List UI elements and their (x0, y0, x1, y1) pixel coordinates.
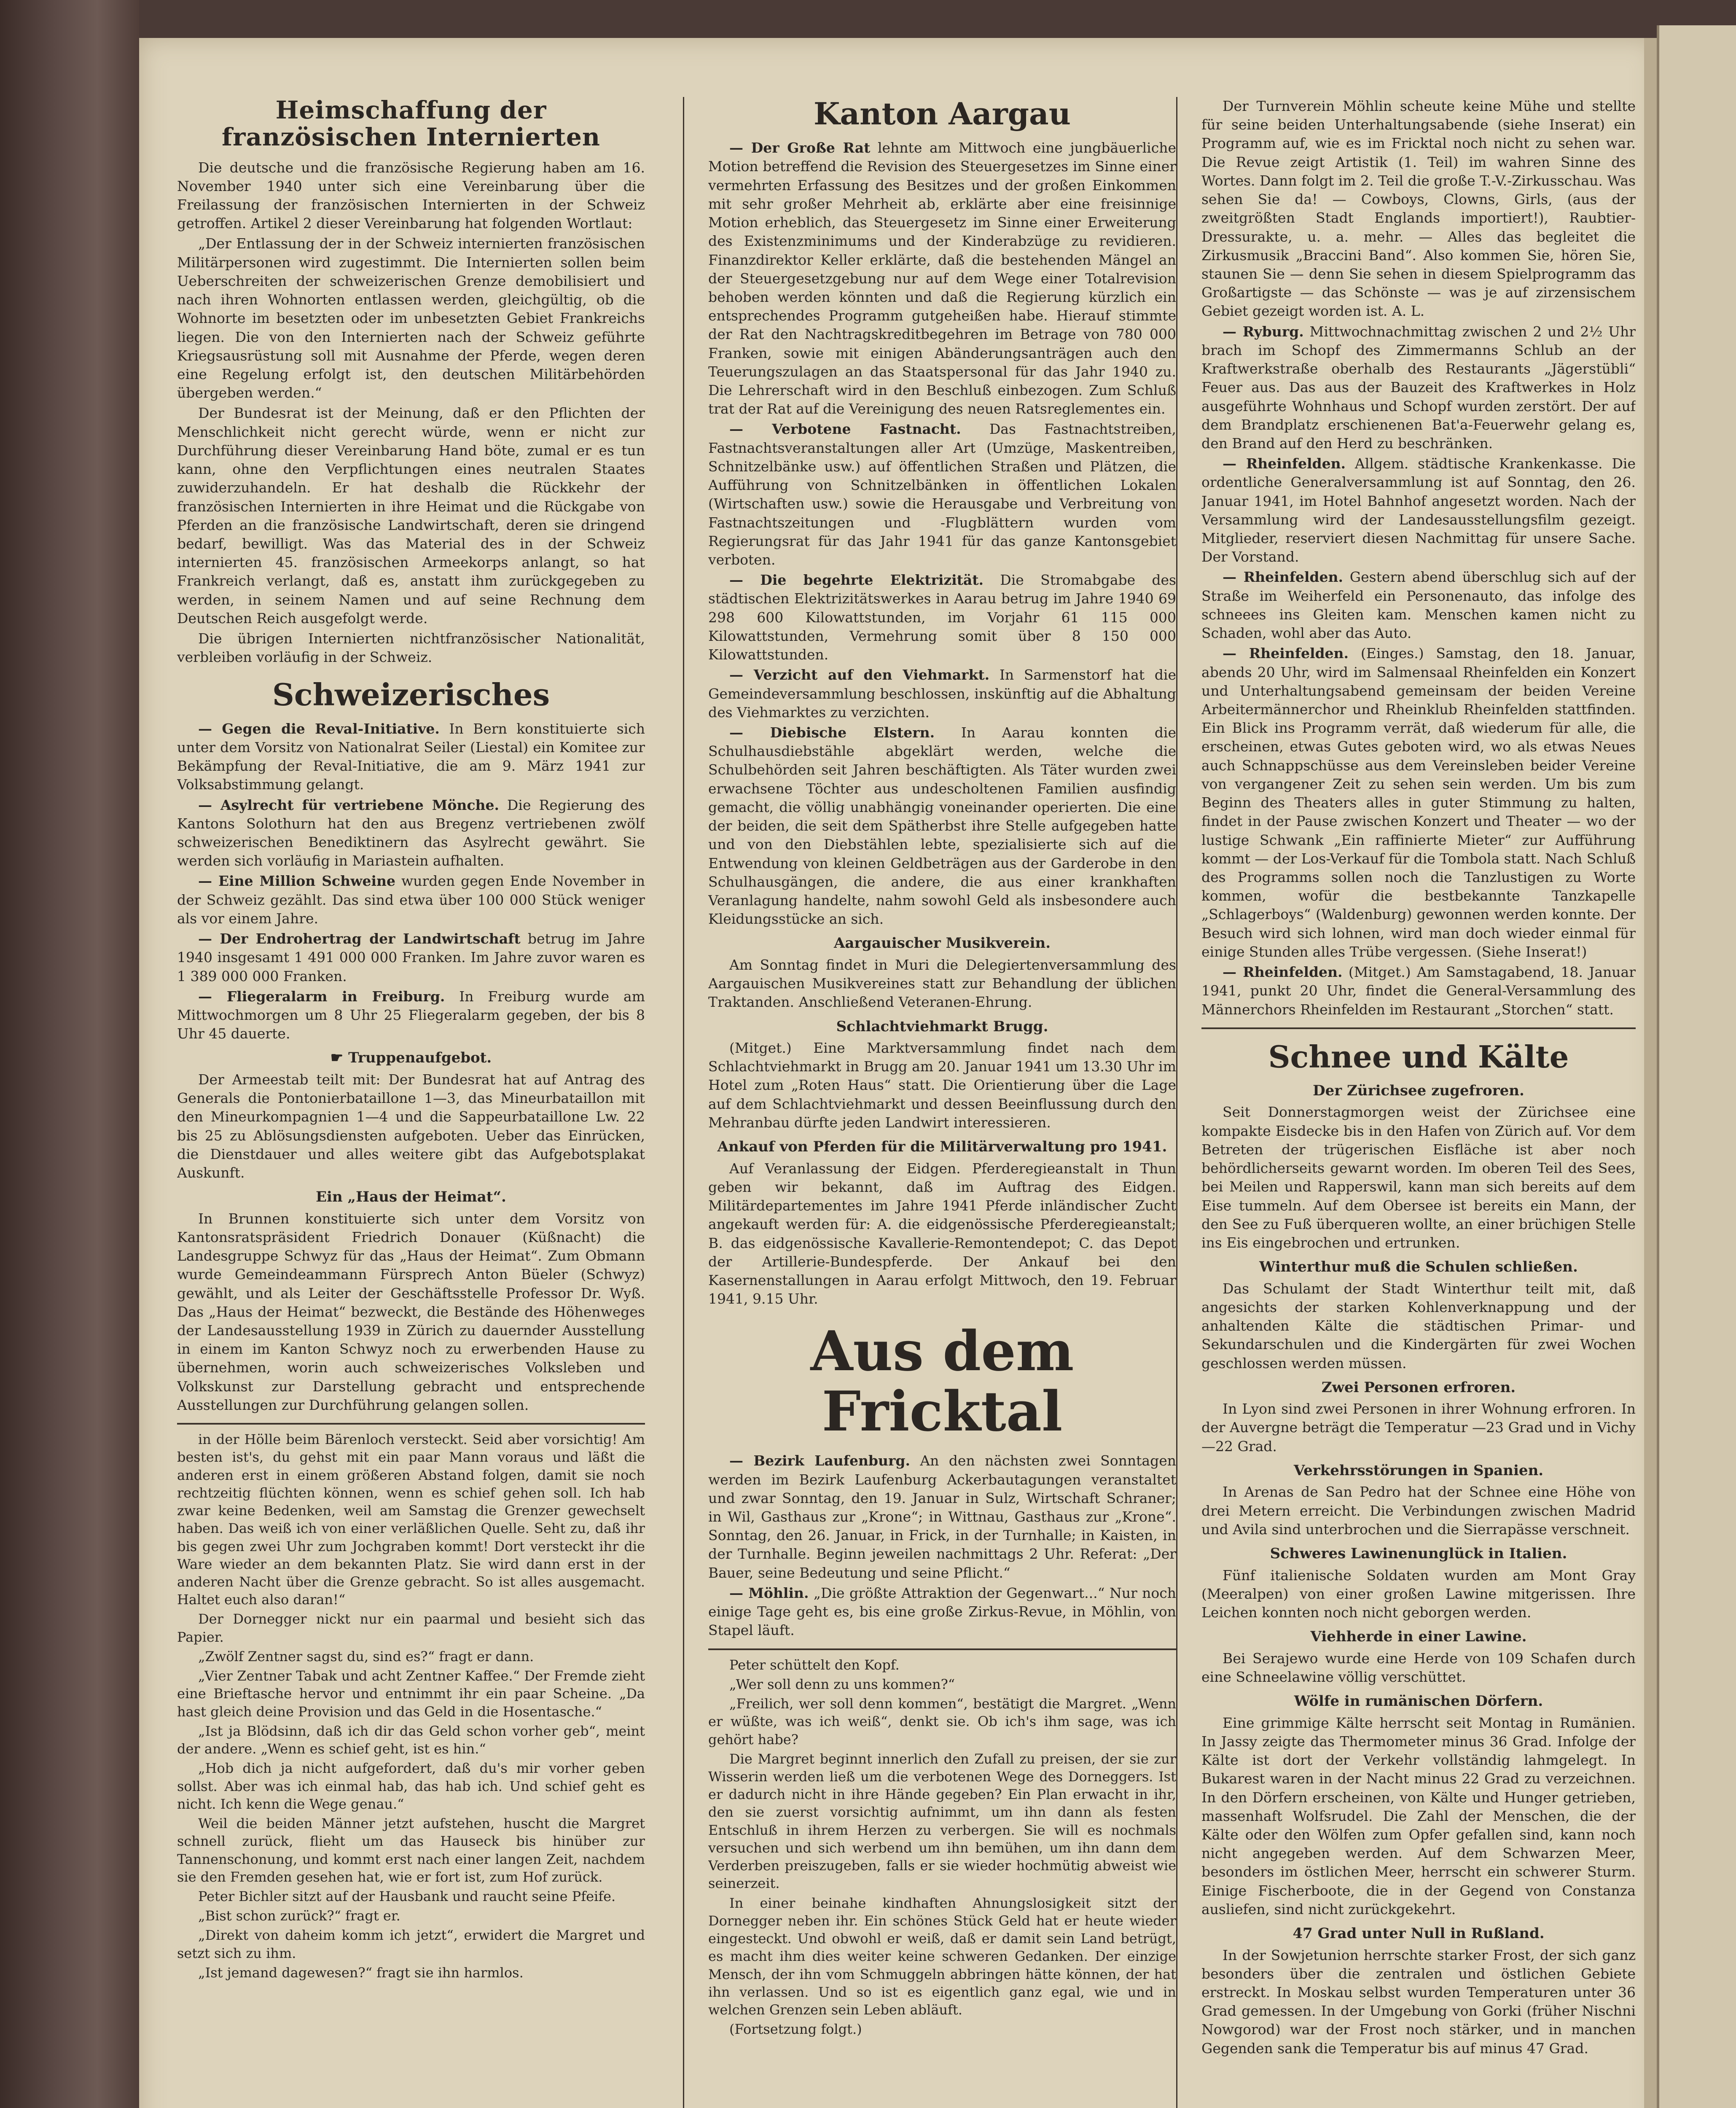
serial-story-part-1 (177, 1430, 645, 1982)
story-paragraph: (Fortsetzung folgt.) (729, 2021, 862, 2038)
news-item (708, 420, 1176, 569)
item-text: In Freiburg wurde am Mittwochmorgen um 8 Uhr 25 Fliegeralarm gegeben, der bis 8 Uhr 45 dauerte. (177, 988, 645, 1042)
story-paragraph: „Ist jemand dagewesen?“ fragt sie ihn harmlos. (198, 1964, 524, 1981)
snow-section-heading: 47 Grad unter Null in Rußland. (1293, 1925, 1545, 1942)
article-paragraph: Der Bundesrat ist der Meinung, daß er den Pflichten der Menschlichkeit nicht gerecht würde, wenn er nicht zur Durchführung dieser Vereinbarung Hand böte, zumal er es tun kann, ohne den Verpflichtungen eines neutralen Staates zuwiderzuhandeln. Er hat deshalb die Rückkehr der französischen Internierten in ihre Heimat und die Rückgabe von Pferden an die französische Landwirtschaft, deren sie dringend bedarf, bewilligt. Was das Material des in der Schweiz internierten 45. französischen Armeekorps anlangt, so hat Frankreich verlangt, daß es, anstatt ihm zurückgegeben zu werden, in seinem Namen und auf seine Rechnung dem Deutschen Reich ausgefolgt werde. (177, 405, 645, 626)
story-paragraph: Die Margret beginnt innerlich den Zufall zu preisen, der sie zur Wisserin werden ließ um die verbotenen Wege des Dorneggers. Ist er dadurch nicht in ihre Hände gegeben? Ein Plan erwacht in ihr, den sie zuerst vorsichtig aufnimmt, um ihn dann als festen Entschluß in ihrem Herzen zu verbergen. Sie will es nochmals versuchen und sich werbend um ihn bemühen, um ihn dann dem Verderben preiszugeben, falls er sie wieder hochmütig abweist wie seinerzeit. (708, 1750, 1176, 1892)
item-text: Die Regierung des Kantons Solothurn hat den aus Bregenz vertriebenen zwölf schweizerischen Benediktinern das Asylrecht gewährt. Sie werden sich vorläufig in Mariastein aufhalten. (177, 796, 645, 869)
item-text: wurden gegen Ende November in der Schweiz gezählt. Das sind etwa über 100 000 Stück weniger als vor einem Jahre. (177, 873, 645, 927)
news-item (177, 872, 645, 928)
column-1 (177, 97, 645, 2108)
news-items-aargau (708, 139, 1176, 928)
snow-section-heading: Verkehrsstörungen in Spanien. (1293, 1462, 1544, 1479)
story-paragraph: „Vier Zentner Tabak und acht Zentner Kaffee.“ Der Fremde zieht eine Brieftasche hervor und entnimmt ihr ein paar Scheine. „Da hast gleich deine Provision und das Geld in die Hosentasche.“ (177, 1668, 645, 1720)
news-item (1201, 644, 1636, 961)
headline-schnee-und-kaelte: Schnee und Kälte (1268, 1038, 1569, 1075)
story-paragraph: Peter Bichler sitzt auf der Hausbank und raucht seine Pfeife. (198, 1888, 616, 1904)
news-item (708, 139, 1176, 418)
item-text: In Sarmenstorf hat die Gemeindeversammlung beschlossen, inskünftig auf die Abhaltung des Viehmarktes zu verzichten. (708, 667, 1176, 721)
schlachtviehmarkt-heading: Schlachtviehmarkt Brugg. (836, 1018, 1048, 1035)
snow-section-text: Eine grimmige Kälte herrscht seit Montag in Rumänien. In Jassy zeigte das Thermometer minus 36 Grad. Infolge der Kälte ist dort der Verkehr vollständig lahmgelegt. In Bukarest waren in der Nacht minus 22 Grad zu verzeichnen. In den Dörfern erscheinen, von Kälte und Hunger getrieben, massenhaft Wolfsrudel. Die Zahl der Menschen, die der Kälte oder den Wölfen zum Opfer gefallen sind, kann noch nicht angegeben werden. Auf dem Schwarzen Meer, besonders im östlichen Meer, herrscht ein schwerer Sturm. Einige Fischerboote, die in der Gegend von Constanza ausliefen, sind nicht zurückgekehrt. (1201, 1714, 1636, 1917)
article-paragraph: Der Turnverein Möhlin scheute keine Mühe und stellte für seine beiden Unterhaltungsabende (siehe Inserat) ein Programm auf, wie es im Fricktal noch nicht zu sehen war. Die Revue zeigt Artistik (1. Teil) im wahren Sinne des Wortes. Dann folgt im 2. Teil die große T.-V.-Zirkusschau. Was sehen Sie da! — Cowboys, Clowns, Girls, (aus der zweitgrößten Stadt Englands importiert!), Raubtier-Dressurakte, u. a. mehr. — Alles das begleitet die Zirkusmusik „Braccini Band“. Also kommen Sie, hören Sie, staunen Sie — denn Sie sehen in diesem Spielprogramm das Großartigste — das Schönste — was je auf zirzensischem Gebiet gezeigt worden ist. A. L. (1201, 98, 1636, 320)
item-lead: — Rheinfelden. (1223, 569, 1343, 586)
news-item (708, 1584, 1176, 1640)
pferde-text: Auf Veranlassung der Eidgen. Pferderegieanstalt in Thun geben wir bekannt, daß im Auftrag des Eidgen. Militärdepartementes im Jahre 1941 Pferde inländischer Zucht angekauft werden für: A. die eidgenössische Pferderegieanstalt; B. das eidgenössische Kavallerie-Remontendepot; C. das Depot der Artillerie-Bundespferde. Der Ankauf bei den Kasernenstallungen in Aarau erfolgt Mittwoch, den 19. Februar 1941, 9.15 Uhr. (708, 1160, 1176, 1307)
news-items-schweiz (177, 720, 645, 1043)
news-items-fricktal-cont (1201, 323, 1636, 1019)
item-text: An den nächsten zwei Sonntagen werden im Bezirk Laufenburg Ackerbautagungen veranstaltet und zwar Sonntag, den 19. Januar in Sulz, Wirtschaft Schraner; in Wil, Gasthaus zur „Krone“; in Wittnau, Gasthaus zur „Krone“. Sonntag, den 26. Januar, in Frick, in der Turnhalle; in Kaisten, in der Turnhalle. Beginn jeweilen nachmittags 2 Uhr. Referat: „Der Bauer, seine Bedeutung und seine Pflicht.“ (708, 1452, 1176, 1581)
serial-story-part-2 (708, 1656, 1176, 2038)
item-lead: — Fliegeralarm in Freiburg. (198, 988, 445, 1005)
snow-section-text: Bei Serajewo wurde eine Herde von 109 Schafen durch eine Schneelawine völlig verschüttet. (1201, 1650, 1636, 1685)
news-item (177, 930, 645, 986)
item-text: (Mitget.) Am Samstagabend, 18. Januar 1941, punkt 20 Uhr, findet die General-Versammlung des Männerchors Rheinfelden im Restaurant „Storchen“ statt. (1201, 964, 1636, 1018)
snow-section-heading: Wölfe in rumänischen Dörfern. (1294, 1693, 1543, 1710)
story-paragraph: „Hob dich ja nicht aufgefordert, daß du's mir vorher geben sollst. Aber was ich einmal hab, das hab ich. Und schief geht es nicht. Ich kenn die Wege genau.“ (177, 1760, 645, 1812)
item-lead: — Die begehrte Elektrizität. (729, 572, 984, 589)
news-item (177, 720, 645, 794)
item-lead: — Ryburg. (1223, 323, 1304, 340)
story-paragraph: In einer beinahe kindhaften Ahnungslosigkeit sitzt der Dornegger neben ihr. Ein schönes Stück Geld hat er heute wieder eingesteckt. Und obwohl er weiß, daß er damit sein Land betrügt, es macht ihm dies weiter keine schweren Gedanken. Der einzige Mensch, der ihn vom Schmuggeln abbringen hätte können, der hat ihn verlassen. Und so ist es eigentlich ganz egal, wie und in welchen Grenzen sein Leben abläuft. (708, 1895, 1176, 2018)
item-text: „Die größte Attraktion der Gegenwart...“ Nur noch einige Tage geht es, bis eine große Zirkus-Revue, in Möhlin, von Stapel läuft. (708, 1584, 1176, 1639)
section-schweizerisches: Schweizerisches (272, 676, 550, 713)
item-text: Allgem. städtische Krankenkasse. Die ordentliche Generalversammlung ist auf Sonntag, den 26. Januar 1941, im Hotel Bahnhof angesetzt worden. Nach der Versammlung wird der Landesausstellungsfilm gezeigt. Mitglieder, reserviert diesen Nachmittag für unsere Sache. Der Vorstand. (1201, 455, 1636, 565)
snow-section-heading: Zwei Personen erfroren. (1321, 1379, 1516, 1396)
snow-section-text: Seit Donnerstagmorgen weist der Zürichsee eine kompakte Eisdecke bis in den Hafen von Zürich auf. Vor dem Betreten der trügerischen Eisfläche ist aber noch behördlicherseits gewarnt worden. Im oberen Teil des Sees, bei Meilen und Rapperswil, kann man sich bereits auf dem Eise tummeln. Auf dem Obersee ist bereits ein Mann, der den See zu Fuß überqueren wollte, an einer brüchigen Stelle ins Eis eingebrochen und ertrunken. (1201, 1104, 1636, 1251)
story-paragraph: Der Dornegger nickt nur ein paarmal und besieht sich das Papier. (177, 1611, 645, 1645)
snow-section-text: In Lyon sind zwei Personen in ihrer Wohnung erfroren. In der Auvergne beträgt die Temperatur —23 Grad und in Vichy —22 Grad. (1201, 1401, 1636, 1455)
story-paragraph: „Direkt von daheim komm ich jetzt“, erwidert die Margret und setzt sich zu ihm. (177, 1927, 645, 1961)
snow-section-text: In Arenas de San Pedro hat der Schnee eine Höhe von drei Metern erreicht. Die Verbindungen zwischen Madrid und Avila sind unterbrochen und die Sierrapässe verschneit. (1201, 1484, 1636, 1538)
news-item (708, 723, 1176, 928)
schlachtviehmarkt-text: (Mitget.) Eine Marktversammlung findet nach dem Schlachtviehmarkt in Brugg am 20. Januar 1941 um 13.30 Uhr im Hotel zum „Roten Haus“ statt. Die Orientierung über die Lage auf dem Schlachtviehmarkt und dessen Beeinflussung durch den Mehranbau dürfte jeden Landwirt interessieren. (708, 1040, 1176, 1131)
news-item (708, 571, 1176, 664)
truppenaufgebot-text: Der Armeestab teilt mit: Der Bundesrat hat auf Antrag des Generals die Pontonierbataillone 1—3, das Mineurbataillon mit den Mineurkompagnien 1—4 und die Sappeurbataillone Lw. 22 bis 25 zu Ablösungsdiensten aufgeboten. Ueber das Einrücken, die Dienstdauer und alles weitere gibt das Aufgebotsplakat Auskunft. (177, 1071, 645, 1181)
divider (708, 1648, 1176, 1650)
snow-section-text: Das Schulamt der Stadt Winterthur teilt mit, daß angesichts der starken Kohlenverknappung und der anhaltenden Kälte die städtischen Primar- und Sekundarschulen und die Kindergärten für zwei Wochen geschlossen werden müssen. (1201, 1280, 1636, 1371)
news-item (1201, 963, 1636, 1019)
item-lead: — Rheinfelden. (1223, 964, 1343, 981)
item-lead: — Der Große Rat (729, 140, 871, 156)
news-item (1201, 454, 1636, 566)
divider (177, 1423, 645, 1425)
item-text: betrug im Jahre 1940 insgesamt 1 491 000 000 Franken. Im Jahre zuvor waren es 1 389 000 000 Franken. (177, 930, 645, 984)
article-internierte (177, 159, 645, 667)
news-items-schnee (1201, 1082, 1636, 2058)
pferde-heading: Ankauf von Pferden für die Militärverwaltung pro 1941. (717, 1138, 1167, 1156)
article-turnverein (1201, 97, 1636, 321)
item-text: Mittwochnachmittag zwischen 2 und 2½ Uhr brach im Schopf des Zimmermanns Schlub an der Kraftwerkstraße oberhalb des Restaurants „Jägerstübli“ Feuer aus. Das aus der Bauzeit des Kraftwerkes in Holz ausgeführte Wohnhaus und Schopf wurden zerstört. Der auf dem Brandplatz erschienenen Bat'a-Feuerwehr gelang es, den Brand auf den Herd zu beschränken. (1201, 323, 1636, 452)
item-text: Die Stromabgabe des städtischen Elektrizitätswerkes in Aarau betrug im Jahre 1940 69 298 600 Kilowattstunden, im Vorjahr 61 115 000 Kilowattstunden, Vermehrung somit über 8 150 000 Kilowattstunden. (708, 572, 1176, 663)
item-lead: — Verzicht auf den Viehmarkt. (729, 667, 990, 683)
snow-section-heading: Winterthur muß die Schulen schließen. (1259, 1258, 1578, 1276)
snow-section-text: In der Sowjetunion herrschte starker Frost, der sich ganz besonders über die zentralen und östlichen Gebiete erstreckt. In Moskau selbst wurden Temperaturen unter 36 Grad gemessen. In der Umgebung von Gorki (früher Nischni Nowgorod) war der Frost noch stärker, und in manchen Gegenden sank die Temperatur bis auf minus 47 Grad. (1201, 1947, 1636, 2057)
item-lead: — Diebische Elstern. (729, 724, 935, 741)
news-item (708, 1452, 1176, 1582)
snow-section-text: Fünf italienische Soldaten wurden am Mont Gray (Meeralpen) von einer großen Lawine mitgerissen. Ihre Leichen konnten noch nicht geborgen werden. (1201, 1567, 1636, 1621)
book-binding (0, 0, 139, 2108)
snow-section-heading: Der Zürichsee zugefroren. (1313, 1082, 1524, 1099)
item-text: lehnte am Mittwoch eine jungbäuerliche Motion betreffend die Revision des Steuergesetzes im Sinne einer vermehrten Erfassung des Besitzes und der großen Einkommen mit sehr großer Mehrheit ab, erklärte aber eine freisinnige Motion erheblich, das Steuergesetz im Sinne einer Erweiterung des Existenzminimums und der Kinderabzüge zu revidieren. Finanzdirektor Keller erklärte, daß die bestehenden Mängel an der Steuergesetzgebung nur auf dem Wege einer Totalrevision behoben werden könnten und daß die Regierung kürzlich ein entsprechendes Programm gutgeheißen habe. Hierauf stimmte der Rat den Nachtragskreditbegehren im Betrage von 780 000 Franken, sowie mit einigen Abänderungsanträgen auch den Teuerungszulagen an das Staatspersonal für das Jahr 1940 zu. Die Lehrerschaft wird in den Beschluß einbezogen. Zum Schluß trat der Rat auf die Vereinigung des neuen Ratsreglementes ein. (708, 140, 1176, 417)
column-2 (708, 97, 1176, 2108)
story-paragraph: „Freilich, wer soll denn kommen“, bestätigt die Margret. „Wenn er wüßte, was ich weiß“, denkt sie. Ob ich's ihm sage, was ich gehört habe? (708, 1696, 1176, 1748)
item-lead: — Verbotene Fastnacht. (729, 421, 961, 438)
story-paragraph: „Ist ja Blödsinn, daß ich dir das Geld schon vorher geb“, meint der andere. „Wenn es schief geht, ist es hin.“ (177, 1723, 645, 1757)
adjacent-page-edge (1657, 25, 1736, 2108)
story-paragraph: Weil die beiden Männer jetzt aufstehen, huscht die Margret schnell zurück, flieht um das Hauseck bis hinüber zur Tannenschonung, und kommt erst nach einer langen Zeit, nachdem sie den Fremden gesehen hat, wie er fort ist, zum Hof zurück. (177, 1815, 645, 1885)
item-lead: — Der Endrohertrag der Landwirtschaft (198, 930, 521, 947)
musikverein-heading: Aargauischer Musikverein. (833, 935, 1051, 952)
headline-kanton-aargau: Kanton Aargau (813, 97, 1071, 132)
column-3 (1201, 97, 1636, 2108)
item-text: In Bern konstituierte sich unter dem Vorsitz von Nationalrat Seiler (Liestal) ein Komitee zur Bekämpfung der Reval-Initiative, die am 9. März 1941 zur Volksabstimmung gelangt. (177, 720, 645, 793)
item-lead: — Asylrecht für vertriebene Mönche. (198, 796, 499, 813)
headline-fricktal: Aus dem Fricktal (810, 1319, 1074, 1444)
headline-internierte: Heimschaffung der französischen Internierten (221, 97, 601, 151)
haus-der-heimat-heading: Ein „Haus der Heimat“. (316, 1188, 506, 1206)
divider (1201, 1027, 1636, 1029)
news-item (708, 666, 1176, 722)
item-text: Das Fastnachtstreiben, Fastnachtsveranstaltungen aller Art (Umzüge, Maskentreiben, Schnitzelbänke usw.) auf öffentlichen Straßen und Plätzen, die Aufführung von Schnitzelbänken in öffentlichen Lokalen (Wirtschaften usw.) sowie die Herausgabe und Verbreitung von Fastnachtszeitungen und -Flugblättern wurden vom Regierungsrat für das Jahr 1941 für das ganze Kantonsgebiet verboten. (708, 421, 1176, 568)
item-text: Gestern abend überschlug sich auf der Straße im Weiherfeld ein Personenauto, das infolge des schneees ins Gleiten kam. Menschen kamen nicht zu Schaden, wohl aber das Auto. (1201, 569, 1636, 642)
item-lead: — Rheinfelden. (1223, 455, 1346, 472)
news-item (1201, 568, 1636, 643)
musikverein-text: Am Sonntag findet in Muri die Delegiertenversammlung des Aargauischen Musikvereines statt zur Behandlung der üblichen Traktanden. Anschließend Veteranen-Ehrung. (708, 956, 1176, 1011)
item-lead: — Möhlin. (729, 1584, 809, 1601)
column-rule (1176, 97, 1177, 2108)
snow-section-heading: Viehherde in einer Lawine. (1310, 1628, 1527, 1646)
item-text: (Einges.) Samstag, den 18. Januar, abends 20 Uhr, wird im Salmensaal Rheinfelden ein Konzert und Unterhaltungsabend gemeinsam der beiden Vereine Arbeitermännerchor und Rheinklub Rheinfelden stattfinden. Ein Blick ins Programm verrät, daß wiederum für alle, die erscheinen, etwas Gutes geboten wird, wo als etwas Neues auch Schnappschüsse aus dem Vereinsleben beider Vereine von vergangener Zeit zu sehen sein werden. Um bis zum Beginn des Theaters alles in guter Stimmung zu halten, findet in der Pause zwischen Konzert und Theater — wo der lustige Schwank „Ein raffinierte Mieter“ zur Aufführung kommt — der Los-Verkauf für die Tombola statt. Nach Schluß des Programms sollen noch die Tanzlustigen zu Worte kommen, wofür die bestbekannte Tanzkapelle „Schlagerboys“ (Waldenburg) gewonnen werden konnte. Der Besuch wird sich lohnen, wird man doch wieder einmal für einige Stunden alles Trübe vergessen. (Siehe Inserat!) (1201, 645, 1636, 960)
news-item (177, 987, 645, 1043)
item-lead: — Rheinfelden. (1223, 645, 1349, 662)
story-paragraph: in der Hölle beim Bärenloch versteckt. Seid aber vorsichtig! Am besten ist's, du gehst mit ein paar Mann voraus und läßt die anderen erst in einem größeren Abstand folgen, damit sie noch rechtzeitig flüchten können, wenn es schief gehen soll. Ich hab zwar keine Bedenken, weil am Samstag die Grenzer gewechselt haben. Das weiß ich von einer verläßlichen Quelle. Seht zu, daß ihr bis gegen zwei Uhr zum Jochgraben kommt! Dort versteckt ihr die Ware wieder an dem bekannten Platz. Sie wird dann erst in der anderen Nacht über die Grenze gebracht. So ist alles ausgemacht. Haltet euch also daran!“ (177, 1431, 645, 1608)
column-rule (683, 97, 684, 2108)
haus-der-heimat-text: In Brunnen konstituierte sich unter dem Vorsitz von Kantonsratspräsident Friedrich Donauer (Küßnacht) die Landesgruppe Schwyz für das „Haus der Heimat“. Zum Obmann wurde Gemeindeammann Fürsprech Anton Büeler (Schwyz) gewählt, und als Leiter der Geschäftsstelle Professor Dr. Wyß. Das „Haus der Heimat“ bezweckt, die Bestände des Höhenweges der Landesausstellung 1939 in Zürich zu dauernder Ausstellung in einem im Kanton Schwyz noch zu erwerbenden Hause zu übernehmen, worin auch schweizerisches Volksleben und Volkskunst zur Darstellung gebracht und entsprechende Ausstellungen zur Durchführung gelangen sollen. (177, 1210, 645, 1413)
item-lead: — Eine Million Schweine (198, 873, 396, 890)
story-paragraph: „Bist schon zurück?“ fragt er. (198, 1908, 400, 1924)
news-item (1201, 323, 1636, 453)
snow-section-heading: Schweres Lawinenunglück in Italien. (1270, 1545, 1567, 1562)
story-paragraph: „Wer soll denn zu uns kommen?“ (729, 1676, 955, 1692)
news-items-fricktal (708, 1452, 1176, 1640)
article-paragraph: Die übrigen Internierten nichtfranzösischer Nationalität, verbleiben vorläufig in der Schweiz. (177, 630, 645, 666)
news-item (177, 796, 645, 871)
article-paragraph: Die deutsche und die französische Regierung haben am 16. November 1940 unter sich eine Vereinbarung über die Freilassung der französischen Internierten in der Schweiz getroffen. Artikel 2 dieser Vereinbarung hat folgenden Wortlaut: (177, 159, 645, 232)
item-lead: — Bezirk Laufenburg. (729, 1452, 910, 1469)
truppenaufgebot-heading: ☛ Truppenaufgebot. (330, 1049, 492, 1067)
article-paragraph: „Der Entlassung der in der Schweiz internierten französischen Militärpersonen wird zugestimmt. Die Internierten sollen beim Ueberschreiten der schweizerischen Grenze demobilisiert und nach ihren Wohnorten entlassen werden, gleichgültig, ob die Wohnorte im besetzten oder im unbesetzten Gebiet Frankreichs liegen. Die von den Internierten nach der Schweiz geführte Kriegsausrüstung soll mit Ausnahme der Pferde, wegen deren eine Regelung erfolgt ist, den deutschen Militärbehörden übergeben werden.“ (177, 235, 645, 401)
item-lead: — Gegen die Reval-Initiative. (198, 720, 440, 737)
item-text: In Aarau konnten die Schulhausdiebstähle abgeklärt werden, welche die Schulbehörden seit Jahren beschäftigten. Als Täter wurden zwei erwachsene Töchter aus undescholtenen Familien ausfindig gemacht, die völlig unabhängig voneinander operierten. Die eine der beiden, die seit dem Spätherbst ihre Stelle aufgegeben hatte und von den Diebstählen lebte, spezialisierte sich auf die Entwendung von kleinen Geldbeträgen aus der Garderobe in den Schulhausgängen, die andere, die aus einer krankhaften Veranlagung handelte, nahm sowohl Geld als insbesondere auch Kleidungsstücke an sich. (708, 724, 1176, 928)
story-paragraph: Peter schüttelt den Kopf. (729, 1656, 900, 1673)
story-paragraph: „Zwölf Zentner sagst du, sind es?“ fragt er dann. (198, 1648, 534, 1664)
